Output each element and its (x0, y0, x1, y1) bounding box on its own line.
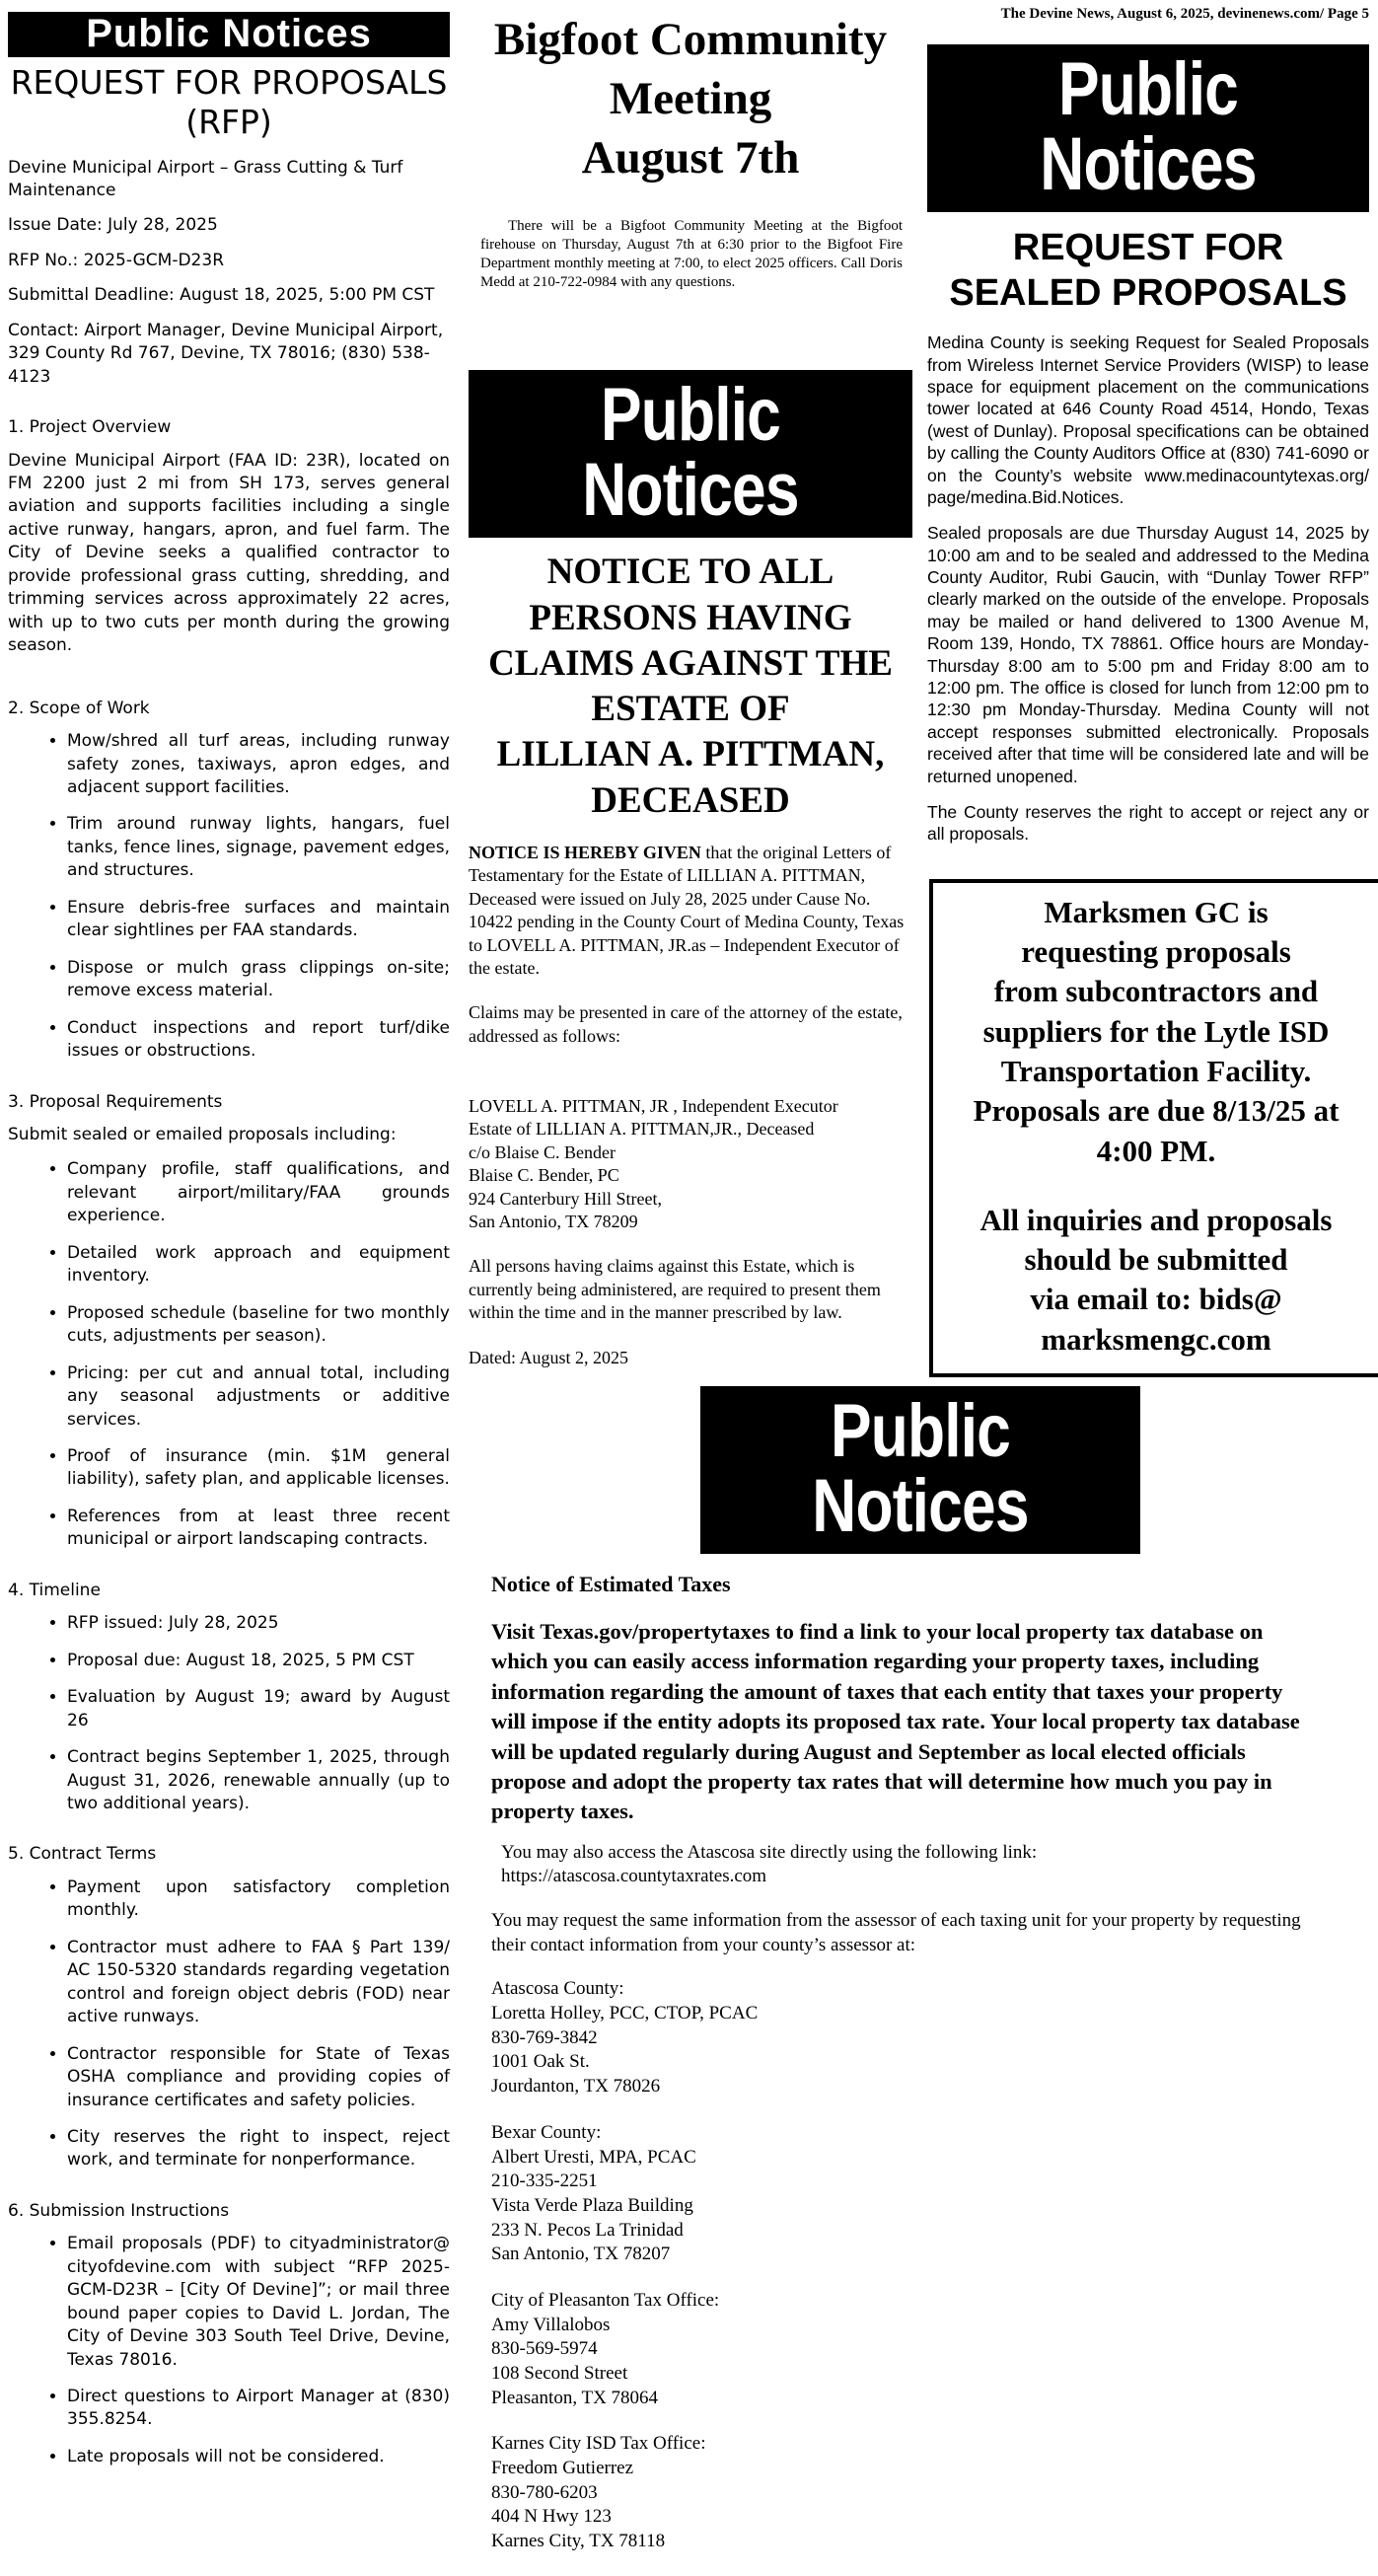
estate-headline (469, 550, 912, 824)
rfp-issue-date: Issue Date: July 28, 2025 (8, 215, 218, 236)
page-header: The Devine News, August 6, 2025, devinenews.com/ Page 5 (1000, 6, 1369, 22)
list-item: • Proof of insurance (min. $1M general liability), safety plan, and applicable licenses. (67, 1445, 450, 1492)
headline-line: Bigfoot Community (493, 14, 888, 65)
tax-office-line: 404 N Hwy 123 (491, 2506, 612, 2528)
list-item: • City reserves the right to inspect, reject work, and terminate for nonperformance. (67, 2126, 450, 2172)
list-item: • Evaluation by August 19; award by August 26 (67, 1686, 450, 1732)
tax-office-line: 1001 Oak St. (491, 2051, 590, 2073)
list-item: • Detailed work approach and equipment inventory. (67, 1242, 450, 1288)
box-line: Proposals are due 8/13/25 at (973, 1093, 1340, 1129)
sealed-paragraph: The County reserves the right to accept or reject any or all proposals. (927, 802, 1369, 845)
rfp-title (8, 63, 450, 143)
box-line: Marksmen GC is (1044, 894, 1269, 929)
tax-office-line: Loretta Holley, PCC, CTOP, PCAC (491, 2003, 759, 2024)
list-item: • Company profile, staff qualifications, and relevant airport/military/FAA grounds experience. (67, 1158, 450, 1227)
section-heading: 3. Proposal Requirements (8, 1091, 223, 1112)
estimated-taxes-notice (491, 1386, 1320, 2576)
address-line: LOVELL A. PITTMAN, JR , Independent Executor (469, 1096, 838, 1117)
tax-office-line: Amy Villalobos (491, 2314, 611, 2335)
tax-office (491, 2432, 1320, 2553)
list-item: • Proposal due: August 18, 2025, 5 PM CST (67, 1650, 450, 1672)
marksmen-notice-box (929, 879, 1378, 1377)
estate-dated: Dated: August 2, 2025 (469, 1347, 628, 1367)
section-heading: 5. Contract Terms (8, 1844, 157, 1865)
list-item: • RFP issued: July 28, 2025 (67, 1612, 450, 1635)
atascosa-link[interactable]: https://atascosa.countytaxrates.com (501, 1866, 767, 1887)
right-column (927, 0, 1369, 1377)
tax-text: You may also access the Atascosa site directly using the following link: (501, 1841, 1038, 1863)
rfp-title-line: (RFP) (185, 103, 272, 142)
submission-list (8, 2233, 450, 2468)
tax-bold-paragraph: Visit Texas.gov/propertytaxes to find a link to your local property tax database on which you can easily access information regarding your property taxes, including information regarding the amount of taxes that each entity that taxes your property will impose if the entity adopts its proposed tax rate. Your local property tax database will be updated regularly during August and September as local elected officials propose and adopt the property tax rates that will determine how much you pay in property taxes. (491, 1619, 1300, 1824)
contract-terms-list (8, 1877, 450, 2172)
tax-office-name: Karnes City ISD Tax Office: (491, 2433, 706, 2455)
list-item: • Late proposals will not be considered. (67, 2446, 450, 2468)
middle-column (469, 0, 912, 1391)
tax-office-name: Bexar County: (491, 2121, 602, 2143)
tax-paragraph (491, 1841, 1320, 1889)
tax-office-name: Atascosa County: (491, 1978, 624, 2000)
tax-office (491, 2289, 1320, 2410)
list-item: • Pricing: per cut and annual total, including any seasonal adjustments or additive services. (67, 1362, 450, 1432)
sealed-paragraph: Sealed proposals are due Thursday August 14, 2025 by 10:00 am and to be sealed and addressed to the Medina County Auditor, Rubi Gaucin, with “Dunlay Tower RFP” clearly marked on the outside of the envelope. Proposals may be mailed or hand delivered to 1300 Avenue M, Room 139, Hondo, TX 78861. Office hours are Monday-Thursday 8:00 am to 5:00 pm and Friday 8:00 am to 12:00 pm. The office is closed for lunch from 12:00 pm to 12:30 pm Monday-Thursday. Medina County will not accept responses submitted electronically. Proposals received after that time will be considered late and will be returned unopened. (927, 523, 1369, 786)
tax-office-line: 830-769-3842 (491, 2026, 598, 2048)
rfp-deadline: Submittal Deadline: August 18, 2025, 5:00 PM CST (8, 285, 435, 306)
section-heading: 1. Project Overview (8, 417, 172, 438)
public-notices-banner: Public Notices (967, 44, 1329, 212)
address-line: c/o Blaise C. Bender (469, 1141, 616, 1162)
estate-address (469, 1095, 912, 1233)
section-heading: 4. Timeline (8, 1580, 101, 1600)
section-body: Devine Municipal Airport (FAA ID: 23R), located on FM 2200 just 2 mi from SH 173, serves general aviation and supports facilities including a single active runway, hangars, apron, and fuel farm. The City of Devine seeks a qualified contractor to provide professional grass cutting, shredding, and trimming services across approximately 22 acres, with up to two cuts per month during the growing season. (8, 450, 450, 656)
estate-paragraph: Claims may be presented in care of the attorney of the estate, addressed as follows: (469, 1002, 903, 1046)
list-item: • Contractor must adhere to FAA § Part 139/ AC 150-5320 standards regarding vegetation control and foreign object debris (FOD) near active runways. (67, 1937, 450, 2029)
tax-heading: Notice of Estimated Taxes (491, 1572, 731, 1596)
box-line: marksmengc.com (1041, 1321, 1271, 1357)
public-notices-banner-box (469, 370, 912, 538)
tax-office-name: City of Pleasanton Tax Office: (491, 2289, 720, 2311)
title-line: REQUEST FOR (1012, 227, 1284, 268)
list-item: • Direct questions to Airport Manager at (830) 355.8254. (67, 2386, 450, 2432)
estate-paragraph (469, 842, 912, 980)
address-line: San Antonio, TX 78209 (469, 1212, 638, 1232)
tax-paragraph: You may request the same information from the assessor of each taxing unit for your property by requesting their contact information from your county’s assessor at: (491, 1910, 1301, 1955)
headline-line: ESTATE OF (591, 689, 790, 730)
box-line: 4:00 PM. (1096, 1133, 1216, 1168)
headline-line: August 7th (581, 132, 800, 184)
list-item: • Contractor responsible for State of Texas OSHA compliance and providing copies of insurance certificates and safety policies. (67, 2043, 450, 2112)
headline-line: CLAIMS AGAINST THE (488, 642, 893, 684)
rfp-column (8, 0, 450, 2482)
list-item: • Dispose or mulch grass clippings on-site; remove excess material. (67, 957, 450, 1003)
address-line: 924 Canterbury Hill Street, (469, 1188, 662, 1209)
box-line: via email to: bids@ (1030, 1282, 1282, 1317)
tax-office-line: Vista Verde Plaza Building (491, 2194, 693, 2216)
estate-paragraph: All persons having claims against this Estate, which is currently being administered, are required to present them within the time and in the manner prescribed by law. (469, 1256, 881, 1323)
headline-line: PERSONS HAVING (529, 597, 852, 638)
tax-office-line: 233 N. Pecos La Trinidad (491, 2219, 684, 2241)
estate-lead: NOTICE IS HEREBY GIVEN (469, 842, 701, 862)
tax-office-line: 830-780-6203 (491, 2481, 598, 2503)
list-item: • Proposed schedule (baseline for two monthly cuts, adjustments per season). (67, 1302, 450, 1349)
tax-office-line: 108 Second Street (491, 2363, 628, 2384)
address-line: Estate of LILLIAN A. PITTMAN,JR., Deceased (469, 1119, 815, 1140)
section-intro: Submit sealed or emailed proposals including: (8, 1125, 397, 1144)
tax-office-line: Albert Uresti, MPA, PCAC (491, 2146, 696, 2168)
sealed-proposals-title (927, 226, 1369, 316)
list-item: • Email proposals (PDF) to cityadministrator@ cityofdevine.com with subject “RFP 2025-GCM-D23R – [City Of Devine]”; or mail three bound paper copies to David L. Jordan, The City of Devine 303 South Teel Drive, Devine, Texas 78016. (67, 2233, 450, 2372)
tax-office-line: San Antonio, TX 78207 (491, 2244, 671, 2265)
list-item: • Conduct inspections and report turf/dike issues or obstructions. (67, 1017, 450, 1064)
rfp-number: RFP No.: 2025-GCM-D23R (8, 250, 224, 270)
tax-office-line: Karnes City, TX 78118 (491, 2531, 666, 2552)
tax-office (491, 2121, 1320, 2267)
tax-office (491, 1977, 1320, 2098)
requirements-list (8, 1158, 450, 1551)
address-line: Blaise C. Bender, PC (469, 1165, 619, 1186)
public-notices-banner: Public Notices (509, 370, 873, 538)
headline-line: LILLIAN A. PITTMAN, (496, 734, 885, 775)
headline-line: DECEASED (591, 779, 790, 821)
public-notices-banner-box (927, 44, 1369, 212)
sealed-paragraph: Medina County is seeking Request for Sealed Proposals from Wireless Internet Service Providers (WISP) to lease space for equipment placement on the communications tower located at 646 County Road 4514, Hondo, Texas (west of Dunlay). Proposal specifications can be obtained by calling the County Auditors Office at (830) 741-6090 or on the County’s website www.medinacountytexas.org/ page/medina.Bid.Notices. (927, 332, 1369, 507)
scope-list (8, 730, 450, 1063)
timeline-list (8, 1612, 450, 1815)
list-item: • References from at least three recent municipal or airport landscaping contracts. (67, 1506, 450, 1552)
bigfoot-body: There will be a Bigfoot Community Meeting at the Bigfoot firehouse on Thursday, August 7th at 6:30 prior to the Bigfoot Fire Department monthly meeting at 7:00, to elect 2025 officers. Call Doris Medd at 210-722-0984 with any questions. (480, 218, 903, 290)
tax-office-line: 210-335-2251 (491, 2171, 598, 2192)
section-heading: 2. Scope of Work (8, 698, 150, 718)
headline-line: NOTICE TO ALL (546, 552, 834, 593)
headline-line: Meeting (609, 73, 772, 125)
list-item: • Payment upon satisfactory completion monthly. (67, 1877, 450, 1923)
box-line: requesting proposals (1021, 934, 1291, 970)
rfp-subject: Devine Municipal Airport – Grass Cutting & Turf Maintenance (8, 157, 403, 200)
public-notices-banner: Public Notices (8, 12, 450, 57)
spacer (943, 1171, 1369, 1201)
tax-office-line: 830-569-5974 (491, 2338, 598, 2360)
list-item: • Contract begins September 1, 2025, through August 31, 2026, renewable annually (up to two additional years). (67, 1746, 450, 1815)
section-heading: 6. Submission Instructions (8, 2200, 230, 2221)
tax-office-list (491, 1977, 1320, 2553)
list-item: • Ensure debris-free surfaces and maintain clear sightlines per FAA standards. (67, 897, 450, 943)
public-notices-banner-box (700, 1386, 1140, 1554)
rfp-contact: Contact: Airport Manager, Devine Municipal Airport, 329 County Rd 767, Devine, TX 78016; (830) 538-4123 (8, 320, 444, 387)
title-line: SEALED PROPOSALS (949, 271, 1347, 314)
box-line: All inquiries and proposals (979, 1202, 1333, 1237)
box-line: suppliers for the Lytle ISD (982, 1013, 1330, 1049)
estate-text: that the original Letters of Testamentary for the Estate of LILLIAN A. PITTMAN, Deceased were issued on July 28, 2025 under Cause No. 10422 pending in the County Court of Medina County, Texas to LOVELL A. PITTMAN, JR.as – Independent Executor of the estate. (469, 842, 905, 978)
rfp-title-line: REQUEST FOR PROPOSALS (10, 63, 448, 102)
tax-office-line: Freedom Gutierrez (491, 2458, 634, 2479)
public-notices-banner: Public Notices (740, 1386, 1101, 1554)
tax-office-line: Pleasanton, TX 78064 (491, 2387, 659, 2408)
list-item: • Mow/shred all turf areas, including runway safety zones, taxiways, apron edges, and adjacent support facilities. (67, 730, 450, 799)
bigfoot-headline (469, 10, 912, 187)
list-item: • Trim around runway lights, hangars, fuel tanks, fence lines, signage, pavement edges, and structures. (67, 813, 450, 882)
tax-office-line: Jourdanton, TX 78026 (491, 2076, 661, 2098)
box-line: from subcontractors and (993, 974, 1319, 1009)
box-line: Transportation Facility. (1000, 1053, 1312, 1088)
box-line: should be submitted (1024, 1242, 1288, 1278)
